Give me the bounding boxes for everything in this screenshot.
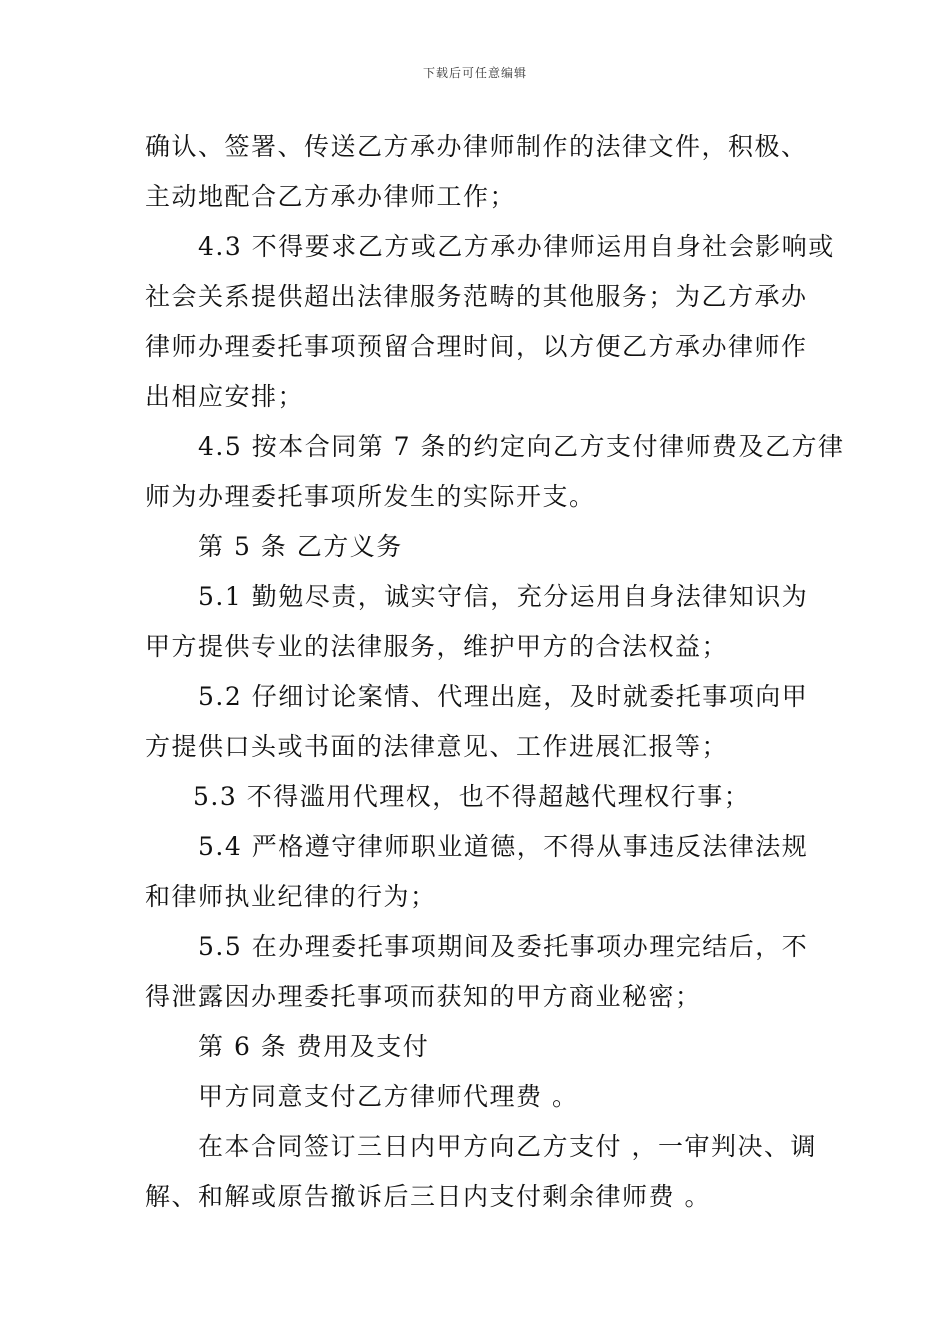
article-6-heading: 第 6 条 费用及支付	[198, 1032, 430, 1061]
clause-5-3: 5.3 不得滥用代理权，也不得超越代理权行事；	[193, 782, 751, 811]
clause-4-5: 4.5 按本合同第 7 条的约定向乙方支付律师费及乙方律	[198, 432, 845, 461]
text-line: 确认、签署、传送乙方承办律师制作的法律文件，积极、	[145, 132, 808, 161]
text-line: 和律师执业纪律的行为；	[145, 882, 437, 911]
text-line: 出相应安排；	[145, 382, 305, 411]
text-line: 甲方提供专业的法律服务，维护甲方的合法权益；	[145, 632, 729, 661]
clause-4-3: 4.3 不得要求乙方或乙方承办律师运用自身社会影响或	[198, 232, 835, 261]
text-line: 律师办理委托事项预留合理时间，以方便乙方承办律师作	[145, 332, 808, 361]
article-5-heading: 第 5 条 乙方义务	[198, 532, 403, 561]
text-line: 师为办理委托事项所发生的实际开支。	[145, 482, 596, 511]
clause-5-5: 5.5 在办理委托事项期间及委托事项办理完结后，不	[198, 932, 809, 961]
text-line: 社会关系提供超出法律服务范畴的其他服务；为乙方承办	[145, 282, 808, 311]
clause-5-2: 5.2 仔细讨论案情、代理出庭，及时就委托事项向甲	[198, 682, 809, 711]
page-header: 下载后可任意编辑	[422, 66, 527, 80]
text-line: 主动地配合乙方承办律师工作；	[145, 182, 517, 211]
fee-agreement-line: 甲方同意支付乙方律师代理费 。	[198, 1082, 579, 1111]
clause-5-1: 5.1 勤勉尽责，诚实守信，充分运用自身法律知识为	[198, 582, 809, 611]
text-line: 解、和解或原告撤诉后三日内支付剩余律师费 。	[145, 1182, 711, 1211]
text-line: 方提供口头或书面的法律意见、工作进展汇报等；	[145, 732, 729, 761]
clause-5-4: 5.4 严格遵守律师职业道德，不得从事违反法律法规	[198, 832, 809, 861]
document-body	[145, 127, 845, 1227]
payment-terms-line: 在本合同签订三日内甲方向乙方支付 ，一审判决、调	[198, 1132, 817, 1161]
text-line: 得泄露因办理委托事项而获知的甲方商业秘密；	[145, 982, 702, 1011]
